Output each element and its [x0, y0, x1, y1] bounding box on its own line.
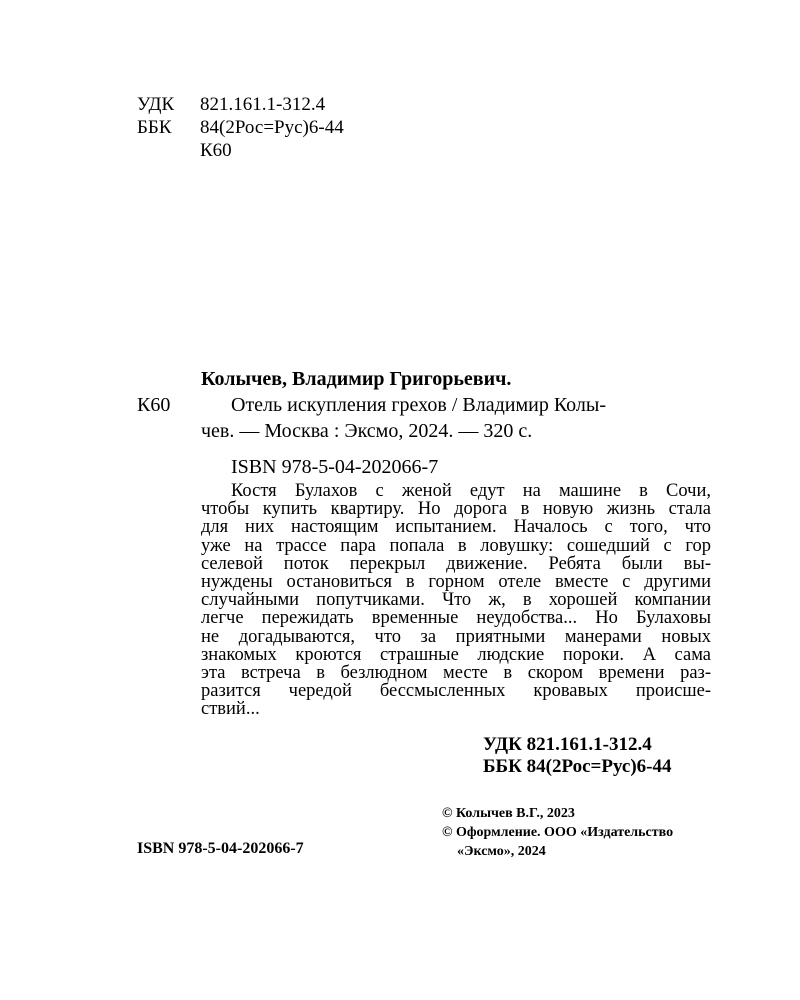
author-sign: К60: [137, 394, 171, 416]
copyright-design-line-2: «Эксмо», 2024: [457, 844, 546, 859]
copyright-design-line-1: © Оформление. ООО «Издательство: [442, 825, 674, 840]
udk-bottom: УДК 821.161.1-312.4: [483, 734, 652, 755]
annotation-line: для них настоящим испытанием. Началось с того, что: [201, 517, 711, 538]
annotation-line: чтобы купить квартиру. Но дорога в новую жизнь стала: [201, 499, 711, 520]
bbk-bottom: ББК 84(2Рос=Рус)6-44: [483, 756, 672, 777]
author-heading: Колычев, Владимир Григорьевич.: [201, 368, 512, 390]
annotation-line: случайными попутчиками. Что ж, в хорошей компании: [201, 590, 711, 611]
author-sign-row-top: [137, 139, 437, 163]
annotation-line: уже на трассе пара попала в ловушку: сошедший с гор: [201, 535, 711, 556]
copyright-author: © Колычев В.Г., 2023: [442, 806, 575, 821]
udk-row-top: [137, 93, 437, 117]
udk-label: УДК: [137, 94, 175, 115]
annotation-line: не догадываются, что за приятными манерами новых: [201, 626, 711, 647]
title-line-2: чев. — Москва : Эксмо, 2024. — 320 с.: [201, 420, 533, 442]
footer-isbn: ISBN 978-5-04-202066-7: [137, 840, 304, 857]
title-line-1: Отель искупления грехов / Владимир Колы-: [231, 394, 606, 416]
annotation: [201, 482, 711, 719]
annotation-line: селевой поток перекрыл движение. Ребята были вы-: [201, 553, 711, 574]
annotation-line: нуждены остановиться в горном отеле вместе с другими: [201, 572, 711, 593]
udk-value: 821.161.1-312.4: [200, 94, 326, 115]
record-isbn: ISBN 978-5-04-202066-7: [231, 456, 439, 478]
annotation-line: эта встреча в безлюдном месте в скором времени раз-: [201, 663, 711, 684]
annotation-line: легче пережидать временные неудобства... Но Булаховы: [201, 608, 711, 629]
annotation-line: Костя Булахов с женой едут на машине в Сочи,: [231, 481, 711, 501]
author-sign-top: К60: [200, 140, 232, 161]
bbk-value: 84(2Рос=Рус)6-44: [200, 117, 344, 138]
annotation-line: ствий...: [201, 699, 260, 720]
bbk-label: ББК: [137, 117, 172, 138]
annotation-line: разится чередой бессмысленных кровавых происше-: [201, 681, 711, 702]
bbk-row-top: [137, 116, 437, 140]
annotation-line: знакомых кроются страшные людские пороки. А сама: [201, 644, 711, 665]
